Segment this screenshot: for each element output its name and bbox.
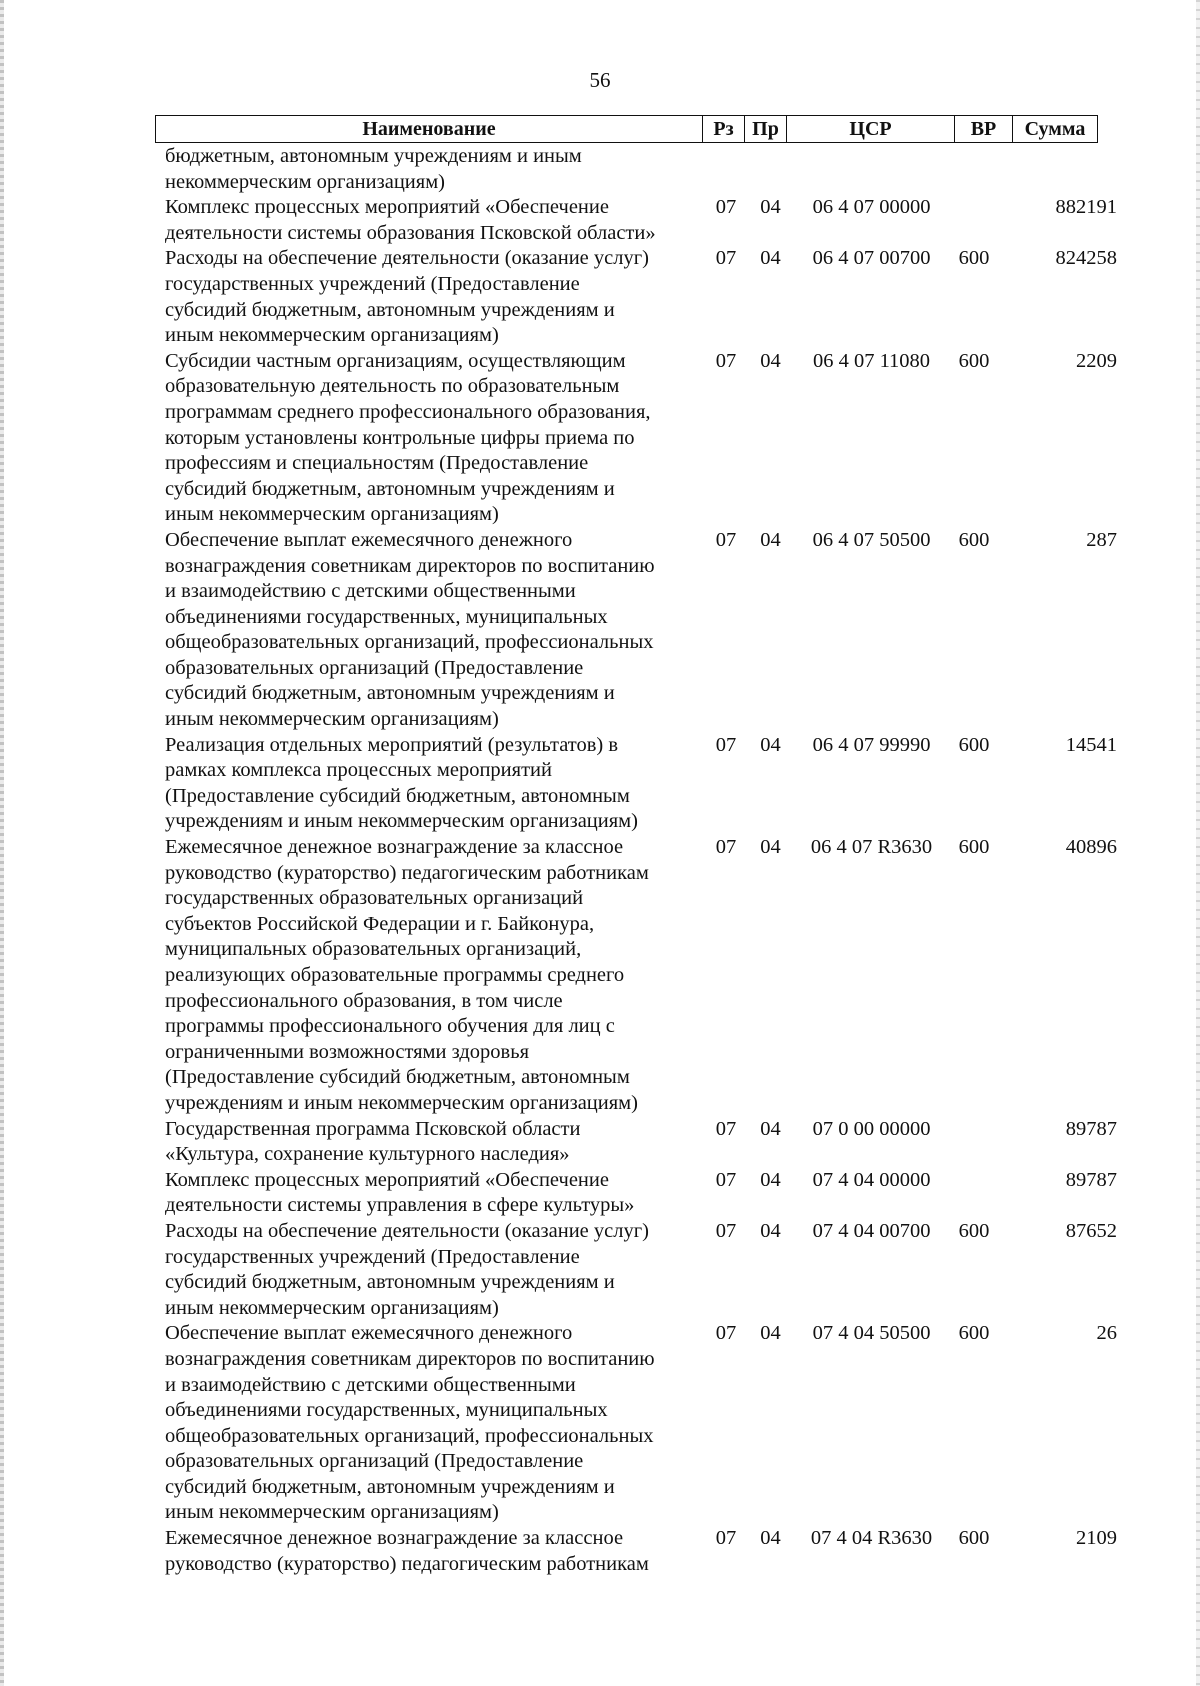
- row-name-line: программам среднего профессионального образования,: [165, 400, 651, 423]
- table-row: [165, 195, 1125, 246]
- row-sum: 40896: [1065, 836, 1117, 859]
- row-name-line: государственных учреждений (Предоставление: [165, 1245, 580, 1268]
- row-name-line: «Культура, сохранение культурного наследия»: [165, 1143, 570, 1166]
- row-rz: 07: [715, 1527, 737, 1550]
- row-name-line: иным некоммерческим организациям): [165, 503, 499, 526]
- row-name-line: субсидий бюджетным, автономным учреждениям и: [165, 1475, 615, 1498]
- row-name-line: муниципальных образовательных организаций,: [165, 938, 582, 961]
- row-name-line: образовательных организаций (Предоставление: [165, 656, 584, 679]
- row-name-line: профессионального образования, в том числе: [165, 989, 563, 1012]
- row-pr: 04: [760, 1219, 781, 1242]
- row-rz: 07: [715, 349, 737, 372]
- table-row: [165, 528, 1125, 733]
- row-name: [165, 835, 710, 1117]
- row-rz: 07: [715, 1168, 737, 1191]
- table-row: [165, 733, 1125, 835]
- row-name-line: и взаимодействию с детскими общественными: [165, 580, 576, 603]
- row-pr: 04: [760, 836, 781, 859]
- row-name-line: (Предоставление субсидий бюджетным, автономным: [165, 1066, 630, 1089]
- row-csr: 07 0 00 00000: [812, 1117, 931, 1140]
- row-pr: 04: [760, 1168, 781, 1191]
- row-vr: 600: [958, 1322, 990, 1345]
- row-name: [165, 1321, 710, 1526]
- table-row: [165, 144, 1125, 195]
- row-csr: 06 4 07 11080: [812, 349, 931, 372]
- row-vr: 600: [958, 349, 990, 372]
- row-csr: 07 4 04 50500: [812, 1322, 931, 1345]
- row-sum: 89787: [1065, 1117, 1117, 1140]
- row-csr: 07 4 04 00700: [812, 1219, 931, 1242]
- row-name-line: Реализация отдельных мероприятий (результатов) в: [165, 733, 619, 756]
- row-name: [165, 144, 710, 195]
- row-pr: 04: [760, 196, 781, 219]
- row-csr: 07 4 04 00000: [812, 1168, 931, 1191]
- row-pr: 04: [760, 1527, 781, 1550]
- row-sum: 87652: [1065, 1219, 1117, 1242]
- row-name-line: субсидий бюджетным, автономным учреждениям и: [165, 682, 615, 705]
- row-name-line: Ежемесячное денежное вознаграждение за классное: [165, 1527, 624, 1550]
- row-sum: 2109: [1076, 1527, 1117, 1550]
- row-name-line: вознаграждения советникам директоров по воспитанию: [165, 554, 655, 577]
- table-row: [165, 835, 1125, 1117]
- row-name: [165, 195, 710, 246]
- row-vr: [944, 144, 1004, 195]
- row-name-line: Комплекс процессных мероприятий «Обеспечение: [165, 196, 609, 219]
- header-csr: ЦСР: [787, 116, 955, 142]
- row-name-line: иным некоммерческим организациям): [165, 708, 499, 731]
- row-name-line: учреждениям и иным некоммерческим организациям): [165, 1091, 638, 1114]
- row-name-line: Расходы на обеспечение деятельности (оказание услуг): [165, 247, 649, 270]
- row-name-line: субсидий бюджетным, автономным учреждениям и: [165, 477, 615, 500]
- row-name-line: субсидий бюджетным, автономным учреждениям и: [165, 298, 615, 321]
- row-csr: 06 4 07 00000: [812, 196, 931, 219]
- row-name: [165, 1526, 710, 1577]
- row-name-line: учреждениям и иным некоммерческим организациям): [165, 810, 638, 833]
- row-vr: [944, 1117, 1004, 1168]
- row-csr: 06 4 07 99990: [812, 733, 931, 756]
- row-pr: 04: [760, 733, 781, 756]
- row-name-line: рамках комплекса процессных мероприятий: [165, 759, 552, 782]
- row-name-line: объединениями государственных, муниципальных: [165, 1399, 608, 1422]
- row-name-line: иным некоммерческим организациям): [165, 324, 499, 347]
- row-name-line: государственных учреждений (Предоставление: [165, 272, 580, 295]
- row-name-line: иным некоммерческим организациям): [165, 1501, 499, 1524]
- row-vr: [944, 195, 1004, 246]
- row-name-line: (Предоставление субсидий бюджетным, автономным: [165, 784, 630, 807]
- row-sum: [1004, 144, 1123, 195]
- row-vr: 600: [958, 1219, 990, 1242]
- table-row: [165, 1526, 1125, 1577]
- row-name-line: вознаграждения советникам директоров по воспитанию: [165, 1347, 655, 1370]
- row-rz: 07: [715, 1322, 737, 1345]
- row-name-line: Субсидии частным организациям, осуществляющим: [165, 349, 626, 372]
- row-name: [165, 1219, 710, 1321]
- row-pr: [742, 144, 799, 195]
- row-pr: 04: [760, 247, 781, 270]
- row-name-line: объединениями государственных, муниципальных: [165, 605, 608, 628]
- row-rz: 07: [715, 1219, 737, 1242]
- table-row: [165, 1321, 1125, 1526]
- header-rz: Рз: [703, 116, 745, 142]
- row-name-line: иным некоммерческим организациям): [165, 1296, 499, 1319]
- row-name-line: руководство (кураторство) педагогическим работникам: [165, 1552, 649, 1575]
- row-name: [165, 733, 710, 835]
- table-body: [165, 144, 1125, 1577]
- row-name: [165, 349, 710, 528]
- row-vr: 600: [958, 733, 990, 756]
- row-pr: 04: [760, 349, 781, 372]
- row-csr: [799, 144, 944, 195]
- row-sum: 287: [1086, 528, 1117, 551]
- row-name-line: образовательную деятельность по образовательным: [165, 375, 620, 398]
- row-name-line: Обеспечение выплат ежемесячного денежного: [165, 528, 573, 551]
- row-name-line: субъектов Российской Федерации и г. Байконура,: [165, 912, 595, 935]
- row-name-line: реализующих образовательные программы среднего: [165, 964, 625, 986]
- header-sum: Сумма: [1024, 118, 1086, 140]
- row-csr: 07 4 04 R3630: [810, 1527, 933, 1550]
- row-sum: 824258: [1055, 247, 1117, 270]
- row-vr: 600: [958, 1527, 990, 1550]
- row-name-line: программы профессионального обучения для лиц с: [165, 1015, 615, 1038]
- row-rz: 07: [715, 528, 737, 551]
- header-vr: ВР: [955, 116, 1013, 142]
- row-name-line: Обеспечение выплат ежемесячного денежного: [165, 1322, 573, 1345]
- scan-edge-left: [0, 0, 4, 1686]
- row-name: [165, 528, 710, 733]
- row-csr: 06 4 07 00700: [812, 247, 931, 270]
- table-row: [165, 349, 1125, 528]
- table-header: [155, 115, 1098, 143]
- row-name-line: которым установлены контрольные цифры приема по: [165, 426, 635, 449]
- row-name-line: субсидий бюджетным, автономным учреждениям и: [165, 1271, 615, 1294]
- row-name-line: Государственная программа Псковской области: [165, 1117, 581, 1140]
- row-name: [165, 1168, 710, 1219]
- row-rz: 07: [715, 836, 737, 859]
- row-sum: 89787: [1065, 1168, 1117, 1191]
- row-name-line: Комплекс процессных мероприятий «Обеспечение: [165, 1168, 609, 1191]
- row-name-line: бюджетным, автономным учреждениям и иным: [165, 145, 582, 167]
- row-csr: 06 4 07 R3630: [810, 836, 933, 859]
- row-name-line: общеобразовательных организаций, профессиональных: [165, 631, 654, 654]
- row-name-line: деятельности системы управления в сфере культуры»: [165, 1194, 635, 1217]
- row-vr: 600: [958, 836, 990, 859]
- row-name-line: некоммерческим организациям): [165, 170, 445, 193]
- table-row: [165, 1168, 1125, 1219]
- page-number: 56: [589, 68, 611, 92]
- row-name: [165, 1117, 710, 1168]
- row-rz: 07: [715, 196, 737, 219]
- row-sum: 882191: [1055, 196, 1117, 219]
- row-name-line: руководство (кураторство) педагогическим работникам: [165, 861, 649, 884]
- row-rz: 07: [715, 733, 737, 756]
- row-name-line: государственных образовательных организаций: [165, 887, 584, 910]
- header-name: Наименование: [156, 116, 703, 142]
- row-sum: 14541: [1065, 733, 1117, 756]
- row-pr: 04: [760, 1322, 781, 1345]
- row-pr: 04: [760, 1117, 781, 1140]
- row-rz: 07: [715, 247, 737, 270]
- row-vr: [944, 1168, 1004, 1219]
- row-name-line: профессиям и специальностям (Предоставление: [165, 452, 589, 475]
- header-pr: Пр: [745, 116, 787, 142]
- row-vr: 600: [958, 528, 990, 551]
- row-name-line: Ежемесячное денежное вознаграждение за классное: [165, 836, 624, 859]
- row-name-line: образовательных организаций (Предоставление: [165, 1450, 584, 1473]
- table-row: [165, 246, 1125, 348]
- table-row: [165, 1219, 1125, 1321]
- row-name: [165, 246, 710, 348]
- row-sum: 26: [1096, 1322, 1117, 1345]
- row-vr: 600: [958, 247, 990, 270]
- row-rz: [710, 144, 742, 195]
- row-name-line: общеобразовательных организаций, профессиональных: [165, 1424, 654, 1447]
- row-name-line: и взаимодействию с детскими общественными: [165, 1373, 576, 1396]
- table-row: [165, 1117, 1125, 1168]
- row-sum: 2209: [1076, 349, 1117, 372]
- scan-edge-right: [1196, 0, 1200, 1686]
- row-name-line: ограниченными возможностями здоровья: [165, 1040, 529, 1063]
- row-name-line: деятельности системы образования Псковской области»: [165, 221, 656, 244]
- row-name-line: Расходы на обеспечение деятельности (оказание услуг): [165, 1219, 649, 1242]
- row-rz: 07: [715, 1117, 737, 1140]
- row-pr: 04: [760, 528, 781, 551]
- row-csr: 06 4 07 50500: [812, 528, 931, 551]
